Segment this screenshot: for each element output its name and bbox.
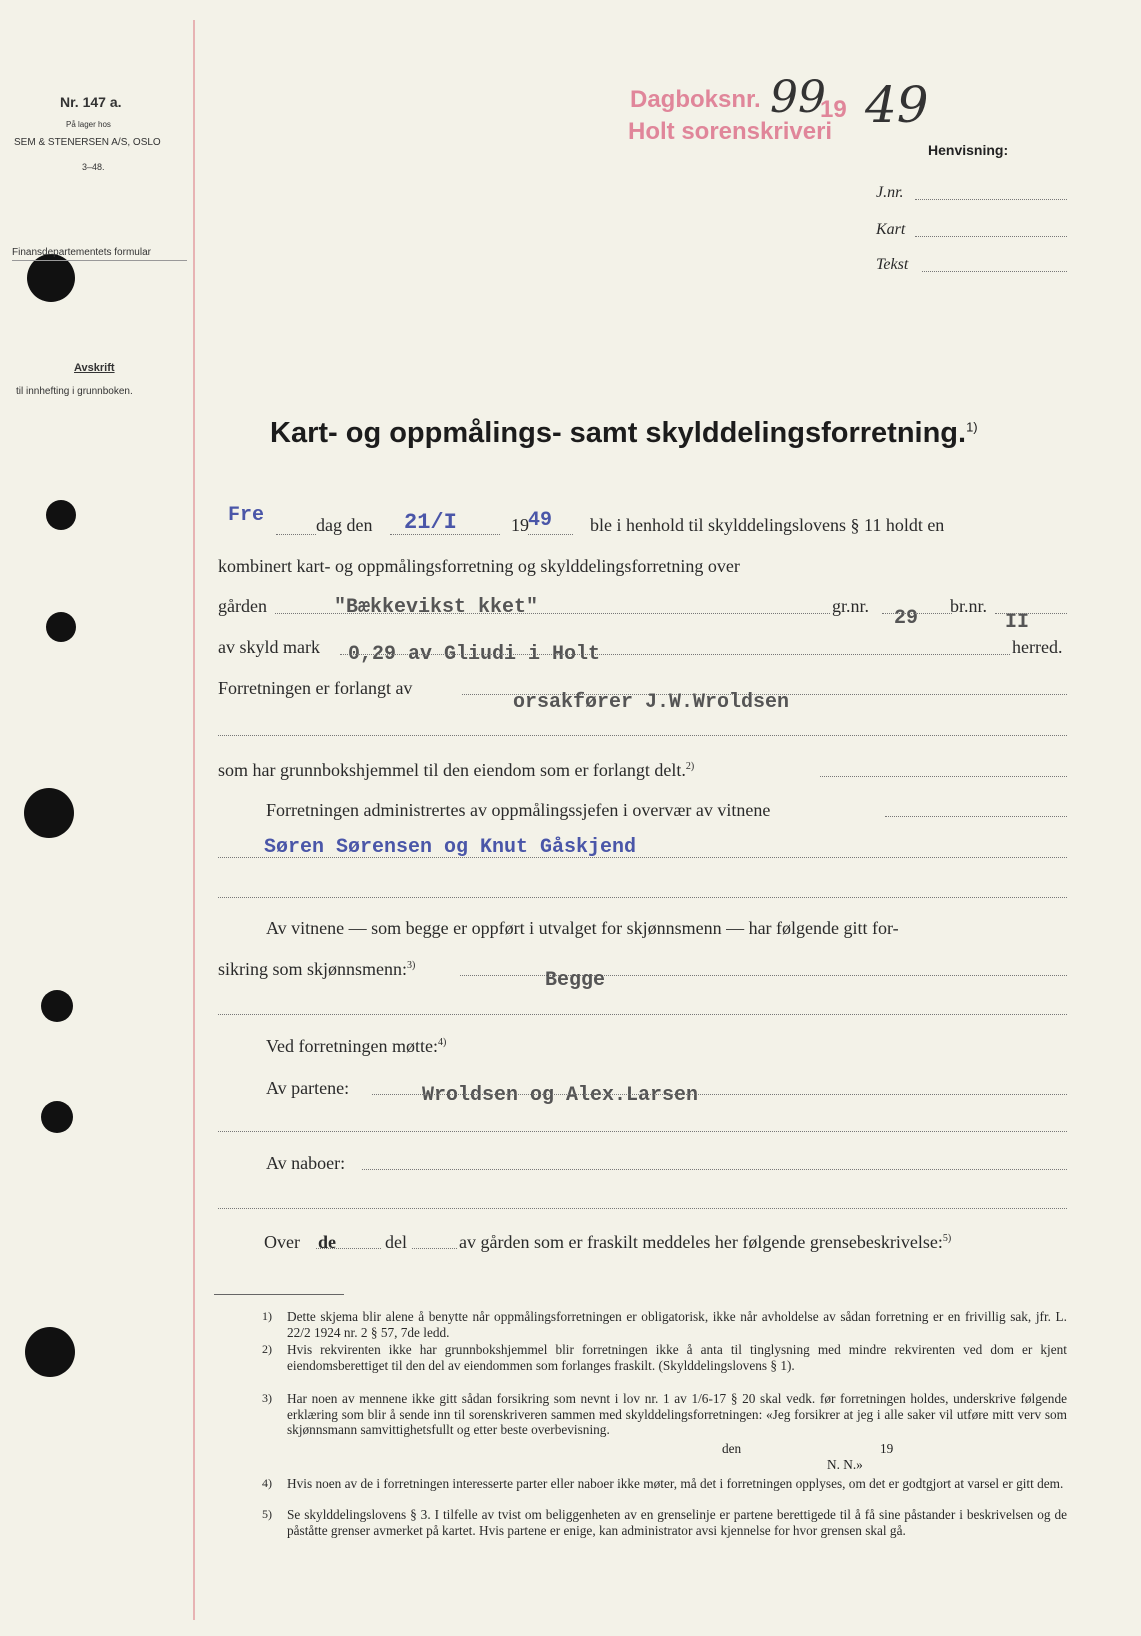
year-line [528, 534, 573, 535]
requested-line2 [218, 735, 1067, 736]
boundary-text-body: av gården som er fraskilt meddeles her følgende grensebeskrivelse: [459, 1232, 943, 1252]
herred-label: herred. [1012, 637, 1063, 657]
form-number: Nr. 147 a. [60, 94, 122, 110]
punch-hole [46, 500, 76, 530]
hjemmel-fn: 2) [685, 761, 695, 772]
printer-line1: På lager hos [66, 120, 111, 129]
witnesses-line2 [218, 897, 1067, 898]
jnr-line [915, 199, 1067, 200]
punch-hole [24, 788, 74, 838]
date-value: 21/I [404, 510, 457, 535]
grnr-line [882, 613, 952, 614]
witness-statement-fn: 3) [407, 960, 416, 971]
footnote-4-text: Hvis noen av de i forretningen interesserte parter eller naboer ikke møter, må det i forretningen opplyses, om det er godtgjort at varsel er gitt dem. [287, 1476, 1064, 1491]
garden-label: gården [218, 596, 267, 616]
footnote-3-num: 3) [262, 1391, 272, 1405]
title-footnote-ref: 1) [966, 419, 978, 435]
punch-hole [41, 1101, 73, 1133]
administration-line [885, 816, 1067, 817]
brnr-value: II [1005, 611, 1030, 634]
requested-label: Forretningen er forlangt av [218, 678, 413, 698]
ministry-label: Finansdepartementets formular [12, 247, 151, 258]
parties-line [372, 1094, 1067, 1095]
page-title-text: Kart- og oppmålings- samt skylddelingsforretning. [270, 417, 967, 449]
witness-statement-line2-text: sikring som skjønnsmenn: [218, 959, 408, 979]
attendance-label-text: Ved forretningen møtte: [266, 1036, 438, 1056]
intro-text-rest: ble i henhold til skylddelingslovens § 11 holdt en [590, 515, 945, 535]
footnote-5-num: 5) [262, 1507, 272, 1521]
grnr-value: 29 [894, 607, 919, 630]
requested-value: orsakfører J.W.Wroldsen [513, 691, 790, 714]
attendance-fn: 4) [437, 1037, 447, 1048]
neighbours-line [362, 1169, 1067, 1170]
stamp-year-printed: 19 [820, 96, 847, 123]
parties-line2 [218, 1131, 1067, 1132]
stamp-number-handwritten: 99 [770, 72, 826, 123]
weekday-line [276, 534, 316, 535]
dag-den-label: dag den [316, 515, 373, 535]
tekst-label: Tekst [876, 256, 909, 273]
oath-signature: N. N.» [827, 1457, 863, 1472]
boundary-del-line [412, 1248, 457, 1249]
administration-text: Forretningen administrertes av oppmålingssjefen i overvær av vitnene [266, 800, 771, 820]
parties-label: Av partene: [266, 1078, 350, 1098]
neighbours-line2 [218, 1208, 1067, 1209]
witness-statement-line2 [218, 959, 415, 980]
skyld-label: av skyld mark [218, 637, 320, 657]
punch-hole [27, 254, 75, 302]
skyld-value: 0,29 av Gliudi i Holt [348, 643, 601, 666]
print-code: 3–48. [82, 162, 105, 172]
footnote-1-text: Dette skjema blir alene å benytte når oppmålingsforretningen er obligatorisk, ikke når avholdelse av sådan forretning er en frivillig sak, jfr. L. 22/2 1924 nr. 2 § 57, 7de ledd. [287, 1309, 1067, 1340]
boundary-over: Over [264, 1232, 300, 1252]
punch-hole [41, 990, 73, 1022]
kart-line [915, 236, 1067, 237]
boundary-del: del [385, 1232, 407, 1252]
copy-note: til innhefting i grunnboken. [16, 386, 133, 397]
margin-line [193, 20, 195, 1620]
witnesses-line [218, 857, 1067, 858]
footnote-3-text: Har noen av mennene ikke gitt sådan forsikring som nevnt i lov nr. 1 av 1/6-17 § 20 skal vedk. før forretningen holdes, underskrive følgende erklæring som blir å sende inn til sorenskriveren sammen med skylddelingsforretningen: «Jeg forsikrer at jeg i alle saker vil utføre mitt verv som skjønnsmann samvittighetsfullt og etter beste overbevisning. [287, 1391, 1067, 1437]
skyld-line [340, 654, 1010, 655]
boundary-fn: 5) [942, 1233, 952, 1244]
stamp-line2: Holt sorenskriveri [628, 118, 833, 145]
footnote-rule [214, 1294, 344, 1295]
hjemmel-line [820, 776, 1067, 777]
page-title [270, 417, 978, 450]
attendance-label [266, 1036, 446, 1057]
footnote-2-text: Hvis rekvirenten ikke har grunnbokshjemmel blir forretningen ikke å anta til tinglysning med mindre rekvirenten ved dom er kjent eiendomsberettiget til den del av eiendommen som forlanges fraskilt. (Skylddelingslovens § 1). [287, 1342, 1067, 1373]
witnesses-value: Søren Sørensen og Knut Gåskjend [264, 836, 637, 859]
footnote-2-num: 2) [262, 1342, 272, 1356]
kart-label: Kart [876, 221, 906, 238]
witness-statement-value: Begge [545, 969, 606, 992]
oath-den: den [722, 1441, 742, 1456]
footnote-1-num: 1) [262, 1309, 272, 1323]
grnr-label: gr.nr. [832, 596, 870, 616]
brnr-line [995, 613, 1067, 614]
jnr-label: J.nr. [876, 184, 904, 201]
boundary-over-line [316, 1248, 381, 1249]
stamp-line1: Dagboksnr. [630, 86, 761, 113]
parties-value: Wroldsen og Alex.Larsen [422, 1084, 699, 1107]
oath-year: 19 [880, 1441, 894, 1456]
copy-label: Avskrift [74, 362, 115, 374]
hjemmel-text [218, 760, 694, 781]
weekday-value: Fre [228, 504, 265, 527]
punch-hole [25, 1327, 75, 1377]
year-prefix: 19 [511, 515, 529, 535]
reference-heading: Henvisning: [928, 142, 1009, 158]
garden-value: "Bækkevikst kket" [334, 596, 539, 619]
tekst-line [922, 271, 1067, 272]
date-line [390, 534, 500, 535]
intro-line2: kombinert kart- og oppmålingsforretning og skylddelingsforretning over [218, 556, 740, 576]
footnote-4-num: 4) [262, 1476, 272, 1490]
footnote-5-text: Se skylddelingslovens § 3. I tilfelle av tvist om beliggenheten av en grenselinje er partene berettigede til å få sine påstander i beskrivelsen og de påståtte grenser avmerket på kartet. Hvis partene er enige, kan administrator avsi kjennelse for hvor grensen skal gå. [287, 1507, 1067, 1538]
boundary-over-value: de [318, 1232, 336, 1252]
year-value: 49 [528, 509, 553, 532]
brnr-label: br.nr. [950, 596, 988, 616]
punch-hole [46, 612, 76, 642]
ministry-rule [12, 260, 187, 261]
stamp-year-handwritten: 49 [865, 76, 929, 134]
neighbours-label: Av naboer: [266, 1153, 346, 1173]
witness-statement-line3 [218, 1014, 1067, 1015]
boundary-text [459, 1232, 951, 1253]
hjemmel-text-body: som har grunnbokshjemmel til den eiendom som er forlangt delt. [218, 760, 686, 780]
printer-line2: SEM & STENERSEN A/S, OSLO [14, 137, 161, 148]
witness-statement-line1: Av vitnene — som begge er oppført i utvalget for skjønnsmenn — har følgende gitt for- [266, 918, 899, 938]
